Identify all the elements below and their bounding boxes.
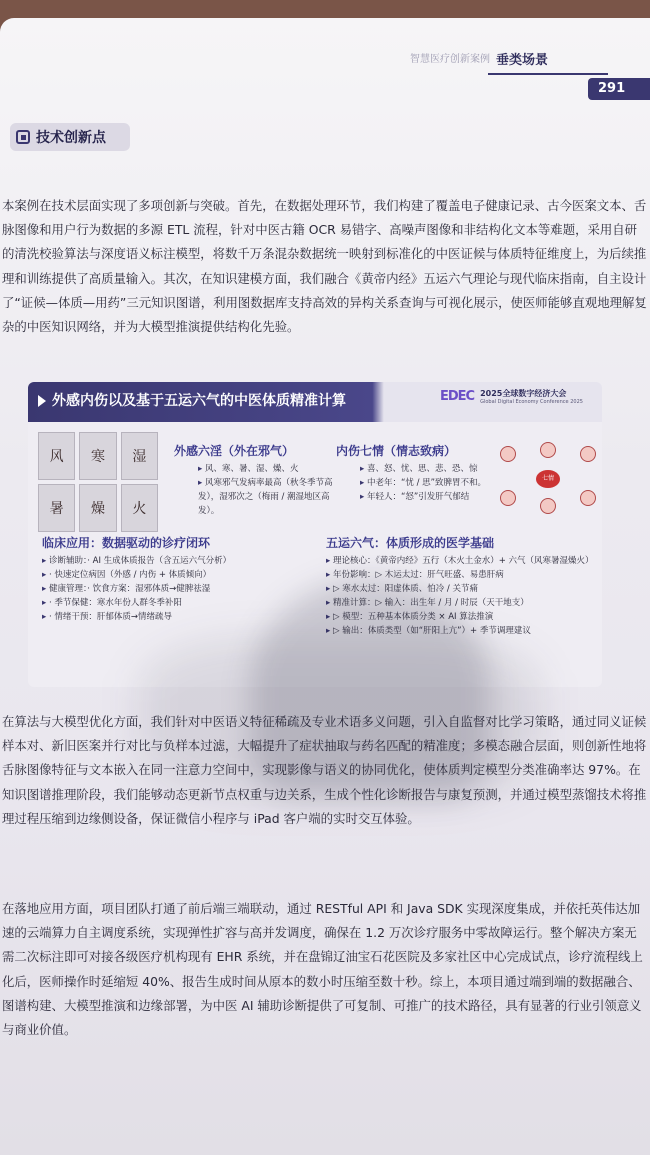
waigan-list [198, 462, 348, 518]
list-item: ▸ · 快速定位病因（外感 / 内伤 + 体质倾向） [42, 568, 302, 582]
list-item: ▸ 理论核心：《黄帝内经》五行（木火土金水）+ 六气（风寒暑湿燥火） [326, 554, 596, 568]
conference-name-en: Global Digital Economy Conference 2025 [480, 399, 583, 405]
conference-name-cn: 2025全球数字经济大会 [480, 389, 567, 398]
header-section-text: 垂类场景 [496, 53, 549, 68]
page-number: 291 [588, 78, 650, 100]
thumb-damp: 湿 [121, 432, 158, 480]
list-item: ▸ · 情绪干预：肝郁体质→情绪疏导 [42, 610, 302, 624]
emotion-face-icon [580, 490, 596, 506]
list-item: ▸ 年轻人：“怒”引发肝气郁结 [360, 490, 500, 504]
clinical-title: 临床应用：数据驱动的诊疗闭环 [42, 536, 211, 550]
thumb-summer-heat: 暑 [38, 484, 75, 532]
play-arrow-icon [38, 395, 46, 407]
thumb-cold: 寒 [79, 432, 116, 480]
emotion-face-icon [580, 446, 596, 462]
figure-title-text: 外感内伤以及基于五运六气的中医体质精准计算 [52, 393, 346, 409]
seven-emotions-faces [498, 442, 598, 532]
conference-logo: EDEC [440, 389, 475, 404]
list-item: ▸ 精准计算：▷ 输入：出生年 / 月 / 时辰（天干地支） [326, 596, 596, 610]
list-item: ▸ 喜、怒、忧、思、悲、恐、惊 [360, 462, 500, 476]
emotion-face-icon [540, 442, 556, 458]
clinical-list [42, 554, 302, 624]
emotion-face-icon [500, 446, 516, 462]
header-rule [488, 73, 608, 75]
list-item: ▸ ▷ 模型：五种基本体质分类 × AI 算法推演 [326, 610, 596, 624]
photo-shadow [250, 578, 490, 798]
section-icon [16, 130, 30, 144]
paragraph-1: 本案例在技术层面实现了多项创新与突破。首先，在数据处理环节，我们构建了覆盖电子健康记录、古今医案文本、舌脉图像和用户行为数据的多源 ETL 流程，针对中医古籍 OCR 易错字、高噪声图像和非结构化文本等难题，采用自研的清洗校验算法与深度语义标注模型，将数千万条混杂数据统一映射到标准化的中医证候与体质特征维度上，为后续推理和训练提供了高质量输入。其次，在知识建模方面，我们融合《黄帝内经》五运六气理论与现代临床指南，自主设计了“证候—体质—用药”三元知识图谱，利用图数据库支持高效的异构关系查询与可视化展示，使医师能够直观地理解复杂的中医知识网络，并为大模型推演提供结构化先验。 [2, 198, 647, 335]
list-item: ▸ 风寒邪气发病率最高（秋冬季节高发），湿邪次之（梅雨 / 潮湿地区高发）。 [198, 476, 348, 518]
section-title: 技术创新点 [36, 130, 106, 146]
list-item: ▸ 风、寒、暑、湿、燥、火 [198, 462, 348, 476]
wuyun-title: 五运六气：体质形成的医学基础 [326, 536, 495, 550]
list-item: ▸ ▷ 寒水太过：阳虚体质、怕冷 / 关节痛 [326, 582, 596, 596]
thumb-fire: 火 [121, 484, 158, 532]
list-item: ▸ 年份影响：▷ 木运太过：肝气旺盛、易患肝病 [326, 568, 596, 582]
emotions-center-label: 七情 [536, 470, 560, 488]
list-item: ▸ 健康管理：· 饮食方案：湿邪体质→健脾祛湿 [42, 582, 302, 596]
list-item: ▸ 中老年：“忧 / 思”致脾胃不和。 [360, 476, 500, 490]
neishang-list [360, 462, 500, 504]
document-page [0, 18, 650, 1155]
emotion-face-icon [540, 498, 556, 514]
figure-title [38, 390, 346, 410]
waigan-title: 外感六淫（外在邪气） [174, 444, 295, 458]
section-heading [10, 123, 130, 151]
list-item: ▸ 诊断辅助：· AI 生成体质报告（含五运六气分析） [42, 554, 302, 568]
paragraph-2: 在算法与大模型优化方面，我们针对中医语义特征稀疏及专业术语多义问题，引入自监督对比学习策略，通过同义证候样本对、新旧医案并行对比与负样本过滤，大幅提升了症状抽取与药名匹配的精准度；多模态融合层面，则创新性地将舌脉图像特征与文本嵌入在同一注意力空间中，实现影像与语义的协同优化，使体质判定模型分类准确率达 97%。在知识图谱推理阶段，我们能够动态更新节点权重与边关系，生成个性化诊断报告与康复预测，并通过模型蒸馏技术将推理过程压缩到边缘侧设备，保证微信小程序与 iPad 客户端的实时交互体验。 [2, 714, 647, 826]
conference-badge [440, 388, 583, 405]
thumb-wind: 风 [38, 432, 75, 480]
neishang-title: 内伤七情（情志致病） [336, 444, 457, 458]
list-item: ▸ · 季节保健：寒水年份人群冬季补阳 [42, 596, 302, 610]
list-item: ▸ ▷ 输出：体质类型（如“肝阳上亢”）+ 季节调理建议 [326, 624, 596, 638]
thumb-dryness: 燥 [79, 484, 116, 532]
six-excesses-thumbnails [38, 432, 158, 532]
header-chapter-text: 智慧医疗创新案例 [410, 54, 490, 65]
emotion-face-icon [500, 490, 516, 506]
paragraph-3: 在落地应用方面，项目团队打通了前后端三端联动，通过 RESTful API 和 Java SDK 实现深度集成，并依托英伟达加速的云端算力自主调度系统，实现弹性扩容与高并发调度，确保在 1.2 万次诊疗服务中零故障运行。整个解决方案无需二次标注即可对接各级医疗机构现有 EHR 系统，并在盘锦辽油宝石花医院及多家社区中心完成试点，诊疗流程线上化后，医师操作时延缩短 40%、报告生成时间从原本的数小时压缩至数十秒。综上，本项目通过端到端的数据融合、图谱构建、大模型推演和边缘部署，为中医 AI 辅助诊断提供了可复制、可推广的技术路径，具有显著的行业引领意义与商业价值。 [2, 901, 643, 1038]
